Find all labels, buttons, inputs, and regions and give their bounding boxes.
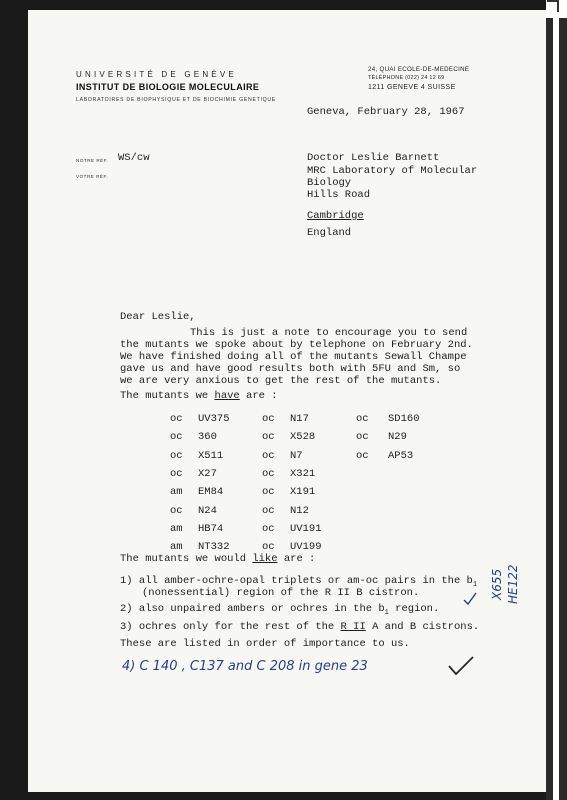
like-item-1-cont: (nonessential) region of the R II B cistron.	[142, 587, 420, 599]
mutant-name: HB74	[198, 522, 224, 535]
mutant-type: oc	[170, 413, 183, 425]
notre-ref-value: WS/cw	[118, 152, 150, 164]
mutant-type: oc	[262, 486, 275, 499]
mutant-name: UV375	[198, 413, 230, 425]
mutant-type: am	[170, 522, 183, 535]
recipient-org-2: Biology	[307, 177, 352, 189]
corner-marker	[547, 0, 559, 12]
address-city: 1211 GENEVE 4 SUISSE	[368, 84, 456, 91]
mutant-name: X528	[290, 431, 316, 444]
mutant-name: N12	[290, 504, 309, 517]
mutant-name: SD160	[388, 413, 420, 425]
body-line: We have finished doing all of the mutants Sewall Champe	[120, 351, 467, 363]
like-item-2-text: 2) also unpaired ambers or ochres in the b	[120, 603, 385, 615]
like-item-3	[120, 621, 479, 633]
closing-line: These are listed in order of importance to us.	[120, 638, 410, 650]
mutant-name: N29	[388, 431, 407, 444]
mutant-type: oc	[170, 467, 183, 480]
mutant-type: oc	[170, 431, 183, 444]
mutant-name: AP53	[388, 449, 414, 462]
check-mark-icon	[446, 654, 476, 678]
like-item-2-end: region.	[388, 603, 440, 615]
recipient-country: England	[307, 227, 352, 239]
margin-tick-icon	[462, 592, 478, 606]
mutant-name: X191	[290, 486, 316, 499]
address-street: 24, QUAI ECOLE-DE-MEDECINE	[368, 66, 470, 73]
like-intro	[120, 553, 315, 565]
letterhead-labs: LABORATOIRES DE BIOPHYSIQUE ET DE BIOCHIMIE GENETIQUE	[76, 97, 276, 103]
mutant-name: EM84	[198, 486, 224, 499]
have-intro	[120, 390, 278, 402]
handwritten-margin-1: X655	[490, 568, 504, 600]
like-intro-before: The mutants we would	[120, 553, 253, 565]
mutant-name: N24	[198, 504, 217, 517]
mutant-type: oc	[262, 541, 275, 554]
mutant-type: oc	[170, 504, 183, 517]
mutant-name: N17	[290, 413, 309, 425]
like-intro-emph: like	[252, 553, 278, 565]
mutant-type: oc	[262, 467, 275, 480]
mutant-type: oc	[356, 449, 369, 462]
mutant-type: oc	[262, 431, 275, 444]
have-intro-before: The mutants we	[120, 390, 215, 402]
mutant-name: 360	[198, 431, 217, 444]
mutant-name: NT332	[198, 541, 230, 554]
like-item-1	[120, 575, 477, 587]
mutant-type: oc	[356, 413, 369, 425]
like-item-3-end: A and B cistrons.	[365, 621, 480, 633]
letterhead-university: UNIVERSITÉ DE GENÈVE	[76, 70, 237, 79]
like-item-3-text: 3) ochres only for the rest of the	[120, 621, 341, 633]
address-phone: TÉLÉPHONE (022) 24 12 69	[368, 75, 445, 81]
body-line: gave us and have good results both with 5FU and Sm, so	[120, 363, 461, 375]
handwritten-margin-2: HE122	[506, 564, 520, 604]
like-item-1-text: 1) all amber-ochre-opal triplets or am-oc pairs in the b	[120, 575, 473, 587]
letter-date: Geneva, February 28, 1967	[307, 106, 465, 118]
mutant-type: oc	[170, 449, 183, 462]
handwritten-note: 4) C 140 , C137 and C 208 in gene 23	[122, 659, 368, 674]
mutant-type: oc	[356, 431, 369, 444]
mutant-type: am	[170, 486, 183, 499]
recipient-org-1: MRC Laboratory of Molecular	[307, 165, 478, 177]
notre-ref-label: NOTRE RÉF.	[76, 158, 109, 163]
votre-ref-label: VOTRE RÉF.	[76, 174, 109, 179]
mutant-type: oc	[262, 504, 275, 517]
recipient-city: Cambridge	[307, 210, 364, 222]
body-line: This is just a note to encourage you to send	[190, 327, 468, 339]
mutant-type: am	[170, 541, 183, 554]
mutant-type: oc	[262, 522, 275, 535]
letterhead-institute: INSTITUT DE BIOLOGIE MOLECULAIRE	[76, 82, 260, 92]
body-line: the mutants we spoke about by telephone on February 2nd.	[120, 339, 473, 351]
mutant-name: UV191	[290, 522, 322, 535]
like-item-3-emph: R II	[340, 621, 366, 633]
mutant-name: N7	[290, 449, 303, 462]
recipient-name: Doctor Leslie Barnett	[307, 152, 440, 164]
salutation: Dear Leslie,	[120, 311, 196, 323]
mutant-type: oc	[262, 413, 275, 425]
mutant-type: oc	[262, 449, 275, 462]
recipient-street: Hills Road	[307, 189, 371, 201]
have-intro-after: are :	[239, 390, 278, 402]
body-line: we are very anxious to get the rest of the mutants.	[120, 375, 442, 387]
like-intro-after: are :	[277, 553, 316, 565]
scan-border	[553, 0, 559, 800]
like-item-2	[120, 603, 439, 615]
like-item-2-sub: 1	[384, 609, 389, 617]
mutant-name: UV199	[290, 541, 322, 554]
mutant-name: X321	[290, 467, 316, 480]
mutant-name: X27	[198, 467, 217, 480]
have-intro-emph: have	[214, 390, 240, 402]
like-item-1-sub: 1	[472, 581, 478, 589]
mutant-name: X511	[198, 449, 224, 462]
